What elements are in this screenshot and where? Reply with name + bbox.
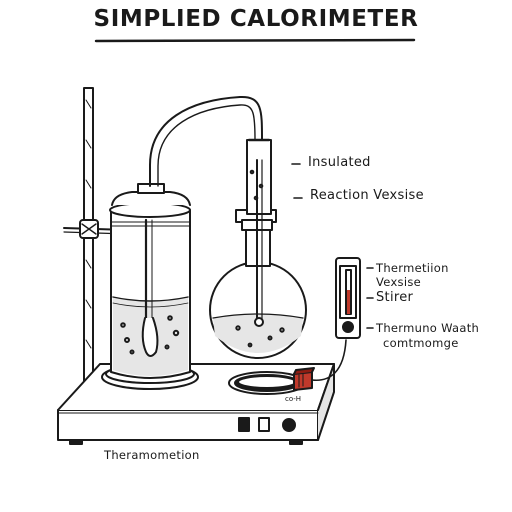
page-title: SIMPLIED CALORIMETER [93, 6, 419, 32]
beaker-icon [110, 184, 190, 378]
label-insulated: Insulated [308, 155, 371, 170]
red-indicator [294, 368, 314, 390]
knob-label: co-H [285, 395, 302, 403]
thermometer-gauge-icon [336, 258, 360, 338]
label-thermo-watch-line1: Thermuno Waath [376, 321, 480, 335]
title-underline [96, 40, 414, 41]
label-thermometer-vessel-line2: Vexsise [376, 275, 422, 289]
label-thermometer-vessel-line1: Thermetiion [376, 261, 449, 275]
label-reaction-vessel: Reaction Vexsise [310, 188, 424, 203]
label-base: Theramometion [104, 448, 200, 462]
label-stirrer: Stirer [376, 290, 414, 305]
hot-plate-icon [58, 364, 334, 444]
label-thermo-watch-line2: comtmomge [383, 336, 459, 350]
